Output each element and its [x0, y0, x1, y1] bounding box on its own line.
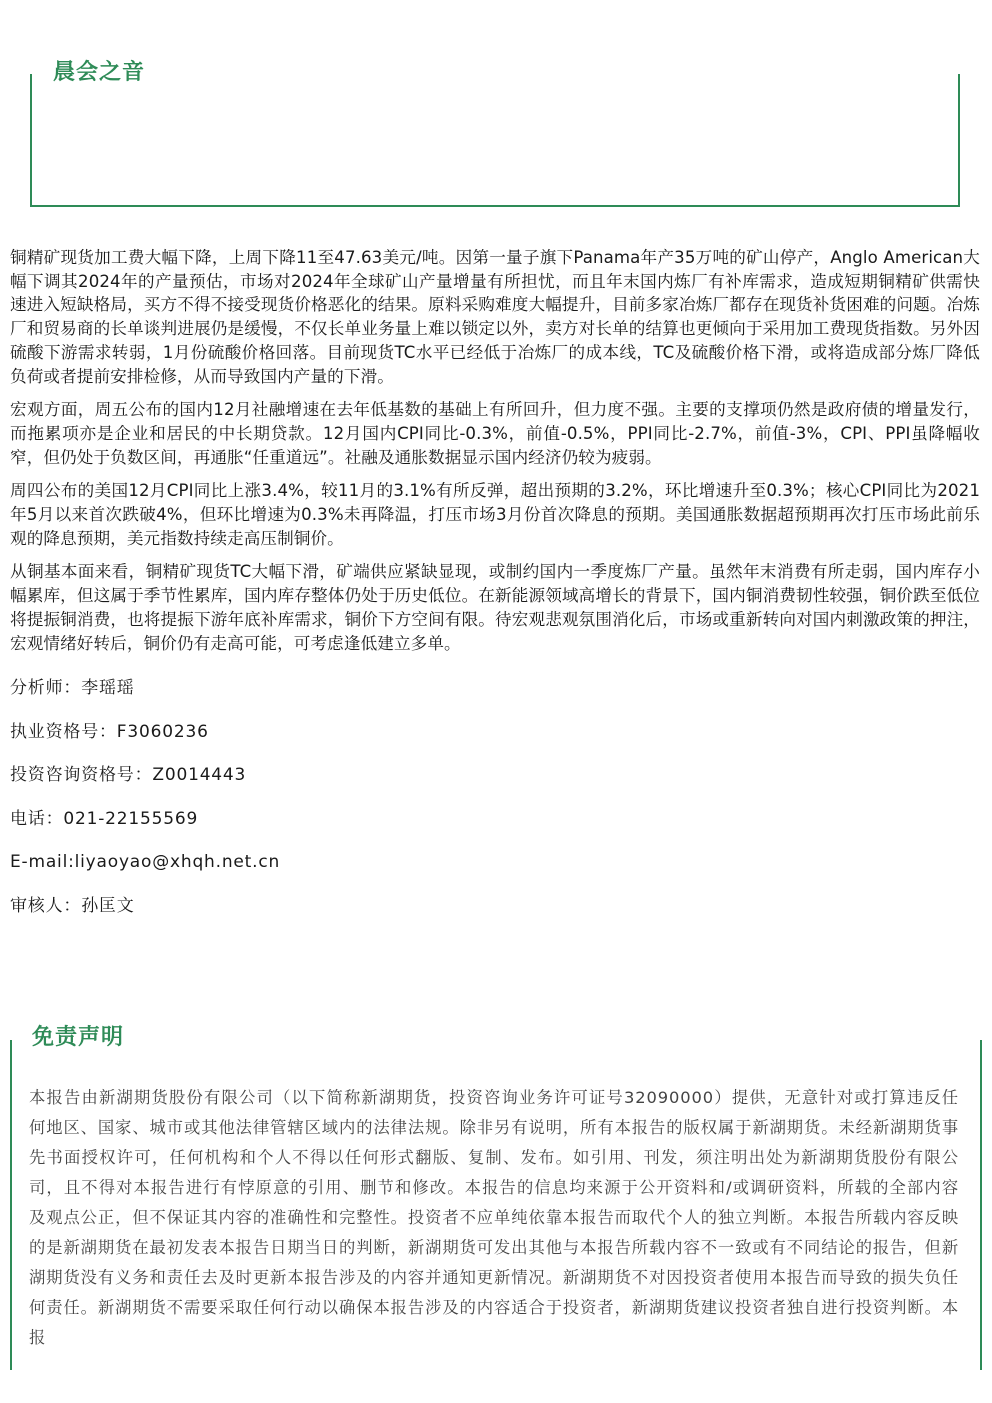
disclaimer-title: 免责声明 [32, 1020, 124, 1051]
paragraph-copper-concentrate: 铜精矿现货加工费大幅下降，上周下降11至47.63美元/吨。因第一量子旗下Panama年产35万吨的矿山停产，Anglo American大幅下调其2024年的产量预估，市场对2024年全球矿山产量增量有所担忧，而且年末国内炼厂有补库需求，造成短期铜精矿供需快速进入短缺格局，买方不得不接受现货价格恶化的结果。原料采购难度大幅提升，目前多家冶炼厂都存在现货补货困难的问题。冶炼厂和贸易商的长单谈判进展仍是缓慢，不仅长单业务量上难以锁定以外，卖方对长单的结算也更倾向于采用加工费现货指数。另外因硫酸下游需求转弱，1月份硫酸价格回落。目前现货TC水平已经低于冶炼厂的成本线，TC及硫酸价格下滑，或将造成部分炼厂降低负荷或者提前安排检修，从而导致国内产量的下滑。 [10, 248, 980, 386]
paragraph-us-cpi: 周四公布的美国12月CPI同比上涨3.4%，较11月的3.1%有所反弹，超出预期的3.2%，环比增速升至0.3%；核心CPI同比为2021年5月以来首次跌破4%，但环比增速为0.3%未再降温，打压市场3月份首次降息的预期。美国通胀数据超预期再次打压市场此前乐观的降息预期，美元指数持续走高压制铜价。 [10, 481, 980, 548]
disclaimer-text: 本报告由新湖期货股份有限公司（以下简称新湖期货，投资咨询业务许可证号32090000）提供，无意针对或打算违反任何地区、国家、城市或其他法律管辖区域内的法律法规。除非另有说明，所有本报告的版权属于新湖期货。未经新湖期货事先书面授权许可，任何机构和个人不得以任何形式翻版、复制、发布。如引用、刊发，须注明出处为新湖期货股份有限公司，且不得对本报告进行有悖原意的引用、删节和修改。本报告的信息均来源于公开资料和/或调研资料，所载的全部内容及观点公正，但不保证其内容的准确性和完整性。投资者不应单纯依靠本报告而取代个人的独立判断。本报告所载内容反映的是新湖期货在最初发表本报告日期当日的判断，新湖期货可发出其他与本报告所载内容不一致或有不同结论的报告，但新湖期货没有义务和责任去及时更新本报告涉及的内容并通知更新情况。新湖期货不对因投资者使用本报告而导致的损失负任何责任。新湖期货不需要采取任何行动以确保本报告涉及的内容适合于投资者，新湖期货建议投资者独自进行投资判断。本报 [29, 1088, 959, 1347]
analyst-phone: 电话：021-22155569 [10, 808, 199, 829]
morning-voice-title: 晨会之音 [53, 55, 145, 86]
analyst-email[interactable]: E-mail:liyaoyao@xhqh.net.cn [10, 852, 281, 873]
morning-voice-box [30, 74, 960, 207]
paragraph-fundamentals: 从铜基本面来看，铜精矿现货TC大幅下滑，矿端供应紧缺显现，或制约国内一季度炼厂产量。虽然年末消费有所走弱，国内库存小幅累库，但这属于季节性累库，国内库存整体仍处于历史低位。在新能源领域高增长的背景下，国内铜消费韧性较强，铜价跌至低位将提振铜消费，也将提振下游年底补库需求，铜价下方空间有限。待宏观悲观氛围消化后，市场或重新转向对国内刺激政策的押注，宏观情绪好转后，铜价仍有走高可能，可考虑逢低建立多单。 [10, 562, 980, 653]
article-body [10, 246, 980, 938]
reviewer: 审核人：孙匡文 [10, 895, 135, 916]
analyst-name: 分析师：李瑶瑶 [10, 678, 135, 699]
analyst-license: 执业资格号：F3060236 [10, 721, 209, 742]
analyst-consult-license: 投资咨询资格号：Z0014443 [10, 765, 247, 786]
paragraph-macro-domestic: 宏观方面，周五公布的国内12月社融增速在去年低基数的基础上有所回升，但力度不强。主要的支撑项仍然是政府债的增量发行，而拖累项亦是企业和居民的中长期贷款。12月国内CPI同比-0.3%，前值-0.5%，PPI同比-2.7%，前值-3%，CPI、PPI虽降幅收窄，但仍处于负数区间，再通胀“任重道远”。社融及通胀数据显示国内经济仍较为疲弱。 [10, 400, 980, 467]
